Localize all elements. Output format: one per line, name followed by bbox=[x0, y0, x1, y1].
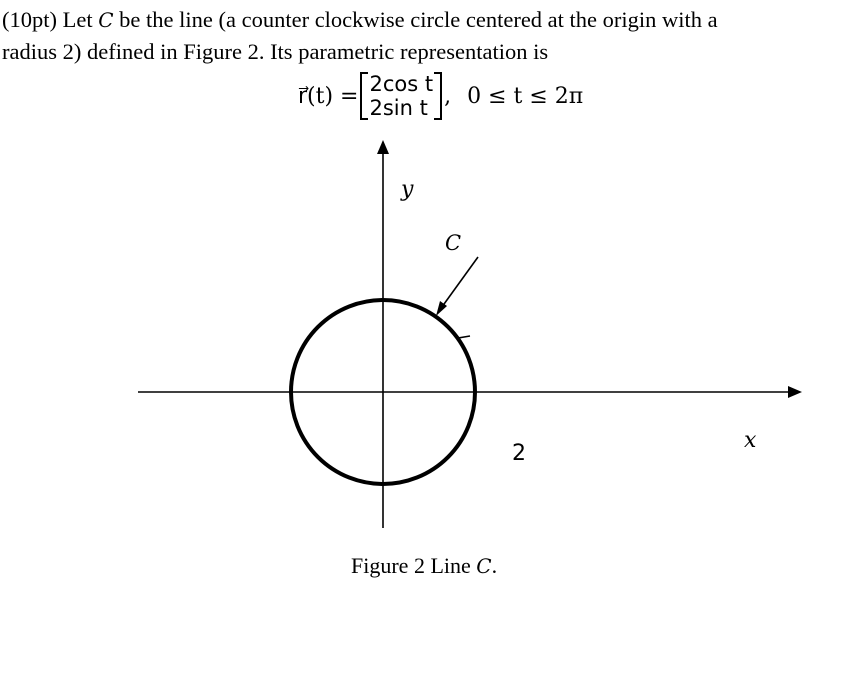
y-axis-label: y bbox=[401, 177, 414, 202]
caption-text: Figure 2 Line bbox=[351, 553, 477, 578]
figure-caption bbox=[351, 553, 497, 579]
curve-label: C bbox=[445, 231, 462, 255]
y-axis-arrowhead bbox=[377, 140, 389, 154]
curve-pointer-line bbox=[439, 257, 478, 311]
equation-comma: , bbox=[444, 83, 452, 109]
curve-symbol: C bbox=[98, 8, 114, 32]
x-axis-label: x bbox=[744, 428, 757, 453]
tick-label-2: 2 bbox=[512, 441, 526, 466]
problem-line-2: radius 2) defined in Figure 2. Its parametric representation is bbox=[2, 39, 549, 64]
caption-end: . bbox=[491, 553, 498, 578]
equation-lhs: r⃗(t) = bbox=[298, 83, 359, 109]
caption-symbol: C bbox=[476, 554, 492, 578]
matrix-row-2: 2sin t bbox=[369, 96, 428, 120]
matrix-row-1: 2cos t bbox=[369, 72, 434, 96]
problem-line-1-prefix: (10pt) Let bbox=[2, 7, 99, 32]
problem-line-1-suffix: be the line (a counter clockwise circle centered at the origin with a bbox=[113, 7, 718, 32]
equation-domain: 0 ≤ t ≤ 2π bbox=[467, 83, 584, 109]
x-axis-arrowhead bbox=[788, 386, 802, 398]
